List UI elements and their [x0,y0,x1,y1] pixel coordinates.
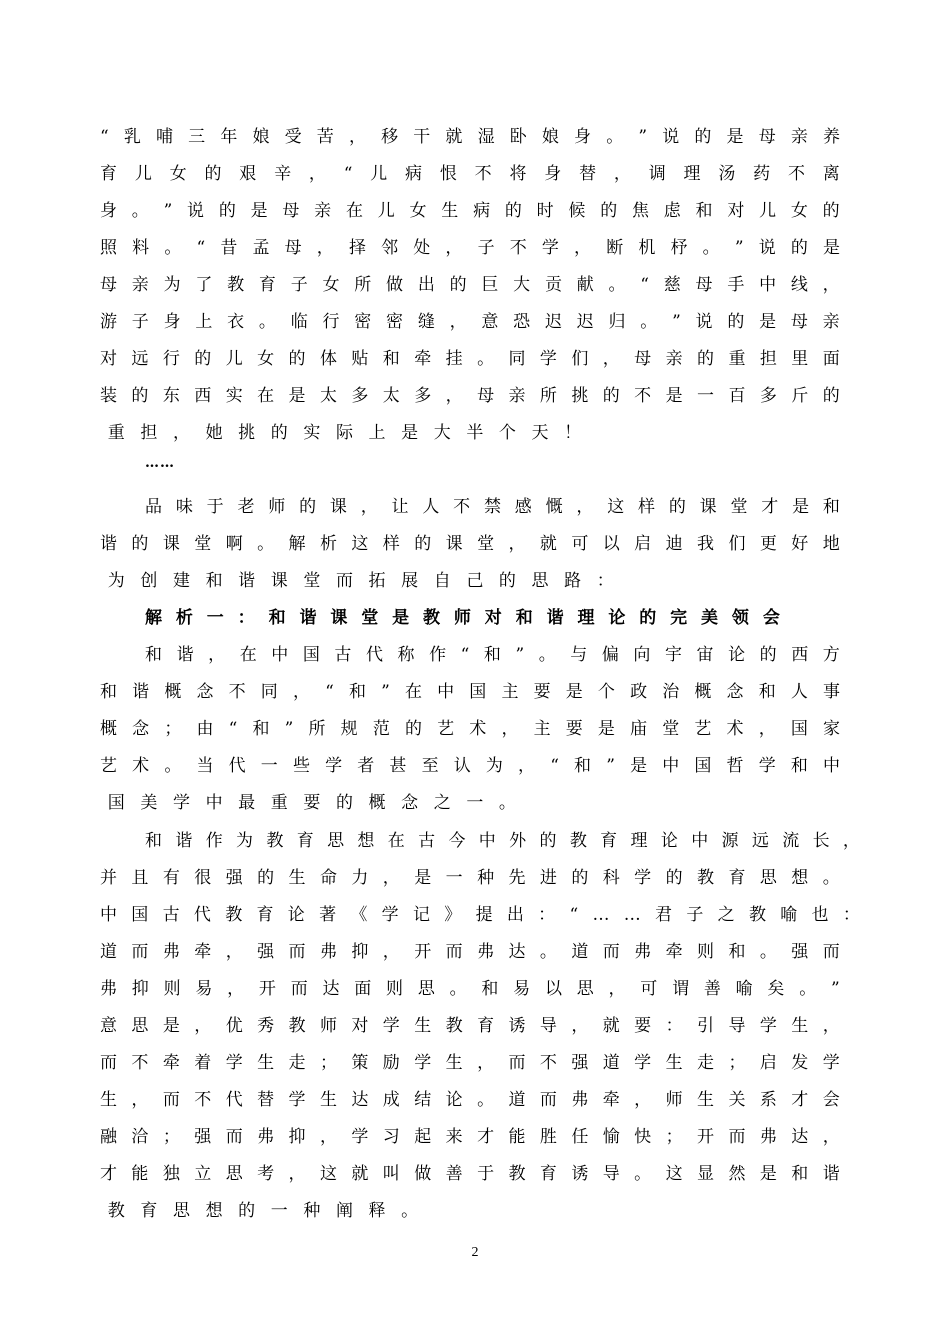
body-line: 弗 抑 则 易 ， 开 而 达 面 则 思 。 和 易 以 思 ， 可 谓 善 喻 矣 。 ” [100,979,840,999]
body-line: 为 创 建 和 谐 课 堂 而 拓 展 自 己 的 思 路 ： [107,571,614,591]
page-number: 2 [471,1245,479,1260]
body-line: 中 国 古 代 教 育 论 著 《 学 记 》 提 出 ： “ … … 君 子 之 教 喻 也 ： [100,905,860,925]
body-line: 概 念 ； 由 “ 和 ” 所 规 范 的 艺 术 ， 主 要 是 庙 堂 艺 术 ， 国 家 [100,719,840,739]
body-line: 谐 的 课 堂 啊 。 解 析 这 样 的 课 堂 ， 就 可 以 启 迪 我 们 更 好 地 [100,534,840,554]
body-line: “ 乳 哺 三 年 娘 受 苦 ， 移 干 就 湿 卧 娘 身 。 ” 说 的 是 母 亲 养 [100,127,840,147]
body-line: 国 美 学 中 最 重 要 的 概 念 之 一 。 [107,793,516,813]
body-line: 融 洽 ； 强 而 弗 抑 ， 学 习 起 来 才 能 胜 任 愉 快 ； 开 而 弗 达 ， [100,1127,840,1147]
body-line: 生 ， 而 不 代 替 学 生 达 成 结 论 。 道 而 弗 牵 ， 师 生 关 系 才 会 [100,1090,840,1110]
body-line: 和 谐 概 念 不 同 ， “ 和 ” 在 中 国 主 要 是 个 政 治 概 念 和 人 事 [100,682,840,702]
body-line: 对 远 行 的 儿 女 的 体 贴 和 牵 挂 。 同 学 们 ， 母 亲 的 重 担 里 面 [100,349,840,369]
body-line: 照 料 。 “ 昔 孟 母 ， 择 邻 处 ， 子 不 学 ， 断 机 杼 。 ” 说 的 是 [100,238,840,258]
section-heading: 解 析 一 ： 和 谐 课 堂 是 教 师 对 和 谐 理 论 的 完 美 领 会 [145,608,780,628]
body-line: 道 而 弗 牵 ， 强 而 弗 抑 ， 开 而 弗 达 。 道 而 弗 牵 则 和 。 强 而 [100,942,840,962]
body-line: 而 不 牵 着 学 生 走 ； 策 励 学 生 ， 而 不 强 道 学 生 走 ； 启 发 学 [100,1053,840,1073]
body-line: 品 味 于 老 师 的 课 ， 让 人 不 禁 感 慨 ， 这 样 的 课 堂 才 是 和 [145,497,840,517]
body-line: 意 思 是 ， 优 秀 教 师 对 学 生 教 育 诱 导 ， 就 要 ： 引 导 学 生 ， [100,1016,840,1036]
body-line: 育 儿 女 的 艰 辛 ， “ 儿 病 恨 不 将 身 替 ， 调 理 汤 药 不 离 [100,164,840,184]
ellipsis: …… [145,455,175,471]
body-line: 才 能 独 立 思 考 ， 这 就 叫 做 善 于 教 育 诱 导 。 这 显 然 是 和 谐 [100,1164,840,1184]
body-line: 装 的 东 西 实 在 是 太 多 太 多 ， 母 亲 所 挑 的 不 是 一 百 多 斤 的 [100,386,840,406]
body-line: 教 育 思 想 的 一 种 阐 释 。 [107,1201,419,1221]
body-line: 母 亲 为 了 教 育 子 女 所 做 出 的 巨 大 贡 献 。 “ 慈 母 手 中 线 ， [100,275,840,295]
body-line: 艺 术 。 当 代 一 些 学 者 甚 至 认 为 ， “ 和 ” 是 中 国 哲 学 和 中 [100,756,840,776]
body-line: 重 担 ， 她 挑 的 实 际 上 是 大 半 个 天 ！ [107,423,582,443]
body-line: 游 子 身 上 衣 。 临 行 密 密 缝 ， 意 恐 迟 迟 归 。 ” 说 的 是 母 亲 [100,312,840,332]
body-line: 身 。 ” 说 的 是 母 亲 在 儿 女 生 病 的 时 候 的 焦 虑 和 对 儿 女 的 [100,201,840,221]
body-line: 和 谐 作 为 教 育 思 想 在 古 今 中 外 的 教 育 理 论 中 源 远 流 长 ， [145,831,860,851]
body-line: 和 谐 ， 在 中 国 古 代 称 作 “ 和 ” 。 与 偏 向 宇 宙 论 的 西 方 [145,645,840,665]
body-line: 并 且 有 很 强 的 生 命 力 ， 是 一 种 先 进 的 科 学 的 教 育 思 想 。 [100,868,840,888]
